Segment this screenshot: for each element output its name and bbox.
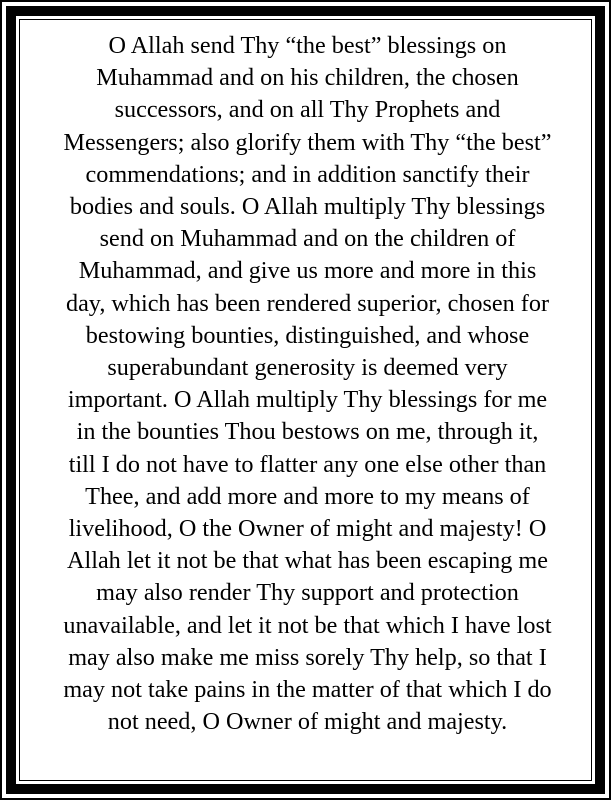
passage-line: commendations; and in addition sanctify their [85,160,530,188]
passage-line: send on Muhammad and on the children of [99,225,516,253]
passage-line: Thee, and add more and more to my means of [85,482,530,510]
passage-line: livelihood, O the Owner of might and majesty! O [68,515,547,543]
passage-line: unavailable, and let it not be that which I have lost [63,611,552,639]
passage-line: Muhammad and on his children, the chosen [96,64,519,92]
passage-line: may also render Thy support and protection [96,579,519,607]
passage-line: bodies and souls. O Allah multiply Thy blessings [69,193,546,221]
passage-line: O Allah send Thy “the best” blessings on [108,32,507,59]
passage-line: important. O Allah multiply Thy blessings for me [67,386,548,414]
passage-line: may also make me miss sorely Thy help, so that I [68,643,547,671]
passage-text [24,24,591,780]
passage-line: bestowing bounties, distinguished, and whose [85,321,530,349]
passage-line: Messengers; also glorify them with Thy “the best” [63,128,552,156]
passage-line: may not take pains in the matter of that which I do [63,676,552,704]
passage-line: Muhammad, and give us more and more in this [78,257,537,285]
passage-line: till I do not have to flatter any one else other than [68,450,547,478]
passage-line: successors, and on all Thy Prophets and [114,96,501,124]
passage-line: not need, O Owner of might and majesty. [107,708,508,736]
passage-line: day, which has been rendered superior, chosen for [65,289,550,317]
passage-line: in the bounties Thou bestows on me, through it, [76,418,539,446]
passage-line: Allah let it not be that what has been escaping me [67,547,548,575]
passage-line: superabundant generosity is deemed very [107,354,508,382]
